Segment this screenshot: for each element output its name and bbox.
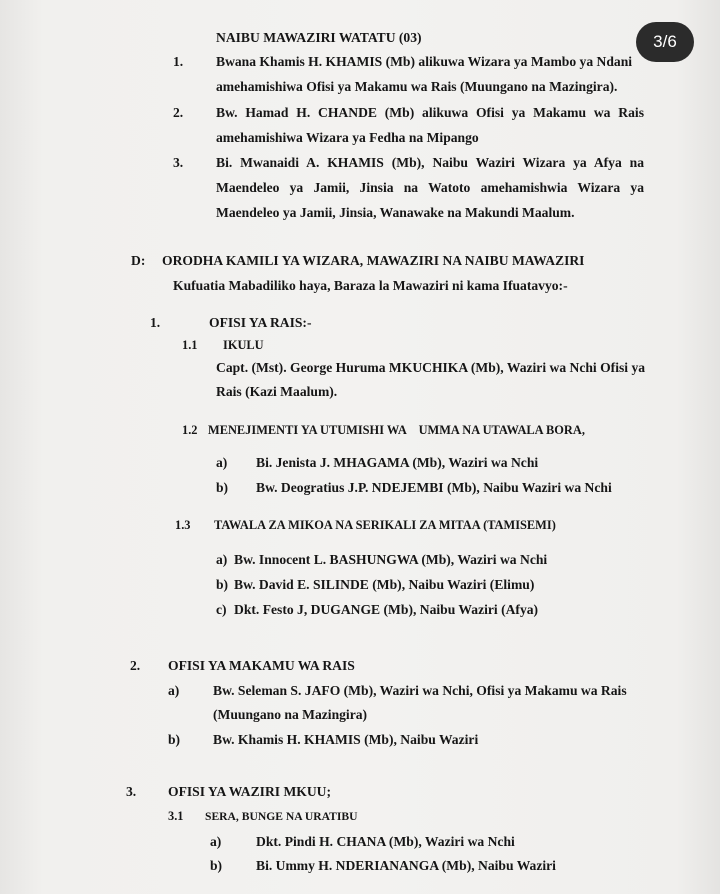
item-label: b) [210, 858, 223, 873]
office-number: 1. [150, 315, 161, 330]
subsection-number: 3.1 [168, 809, 184, 823]
subsection-number: 1.3 [175, 518, 191, 532]
list-item-line: Maendeleo ya Jamii, Jinsia, Wanawake na Makundi Maalum. [216, 205, 575, 220]
list-number: 2. [173, 105, 184, 120]
office-title: OFISI YA WAZIRI MKUU; [168, 784, 332, 799]
list-item-line: Bi. Mwanaidi A. KHAMIS (Mb), Naibu Waziri Wizara ya Afya na [216, 155, 644, 170]
minister-entry: Bw. Deogratius J.P. NDEJEMBI (Mb), Naibu Waziri wa Nchi [256, 480, 612, 495]
item-label: a) [216, 455, 228, 470]
list-number: 3. [173, 155, 184, 170]
item-label: c) [216, 602, 227, 617]
office-number: 2. [130, 658, 141, 673]
list-item-line: Bw. Hamad H. CHANDE (Mb) alikuwa Ofisi ya Makamu wa Rais [216, 105, 644, 120]
minister-entry: Bw. Khamis H. KHAMIS (Mb), Naibu Waziri [213, 732, 479, 747]
item-label: a) [216, 552, 228, 567]
minister-entry: (Muungano na Mazingira) [213, 707, 368, 722]
item-label: a) [168, 683, 180, 698]
office-number: 3. [126, 784, 137, 799]
list-item-line: Maendeleo ya Jamii, Jinsia na Watoto amehamishwia Wizara ya [216, 180, 644, 195]
minister-entry: Bi. Jenista J. MHAGAMA (Mb), Waziri wa Nchi [256, 455, 539, 470]
list-item-line: Bwana Khamis H. KHAMIS (Mb) alikuwa Wizara ya Mambo ya Ndani [216, 54, 633, 69]
minister-entry: Rais (Kazi Maalum). [216, 384, 338, 399]
minister-entry: Dkt. Pindi H. CHANA (Mb), Waziri wa Nchi [256, 834, 515, 849]
minister-entry: Bw. David E. SILINDE (Mb), Naibu Waziri (Elimu) [234, 577, 535, 592]
minister-entry: Dkt. Festo J, DUGANGE (Mb), Naibu Waziri (Afya) [234, 602, 539, 617]
office-title: OFISI YA MAKAMU WA RAIS [168, 658, 355, 673]
item-label: a) [210, 834, 222, 849]
subsection-title: MENEJIMENTI YA UTUMISHI WA UMMA NA UTAWALA BORA, [208, 423, 585, 437]
item-label: b) [168, 732, 181, 747]
section-heading-full-cabinet: ORODHA KAMILI YA WIZARA, MAWAZIRI NA NAIBU MAWAZIRI [162, 253, 585, 268]
page-indicator-badge: 3/6 [636, 22, 694, 62]
minister-entry: Bw. Innocent L. BASHUNGWA (Mb), Waziri wa Nchi [234, 552, 548, 567]
subsection-number: 1.1 [182, 338, 198, 352]
minister-entry: Bw. Seleman S. JAFO (Mb), Waziri wa Nchi, Ofisi ya Makamu wa Rais [213, 683, 627, 698]
section-heading-deputy-ministers: NAIBU MAWAZIRI WATATU (03) [216, 30, 422, 45]
list-item-line: amehamishiwa Ofisi ya Makamu wa Rais (Muungano na Mazingira). [216, 79, 618, 94]
list-number: 1. [173, 54, 184, 69]
minister-entry: Bi. Ummy H. NDERIANANGA (Mb), Naibu Waziri [256, 858, 556, 873]
subsection-title: IKULU [223, 338, 264, 352]
item-label: b) [216, 480, 229, 495]
subsection-title: TAWALA ZA MIKOA NA SERIKALI ZA MITAA (TAMISEMI) [214, 518, 556, 532]
office-title: OFISI YA RAIS:- [209, 315, 312, 330]
list-item-line: amehamishiwa Wizara ya Fedha na Mipango [216, 130, 479, 145]
subsection-number: 1.2 [182, 423, 198, 437]
item-label: b) [216, 577, 229, 592]
section-intro: Kufuatia Mabadiliko haya, Baraza la Mawaziri ni kama Ifuatavyo:- [173, 278, 568, 293]
section-letter: D: [131, 253, 146, 268]
subsection-title: SERA, BUNGE NA URATIBU [205, 810, 358, 823]
minister-entry: Capt. (Mst). George Huruma MKUCHIKA (Mb), Waziri wa Nchi Ofisi ya [216, 360, 646, 375]
